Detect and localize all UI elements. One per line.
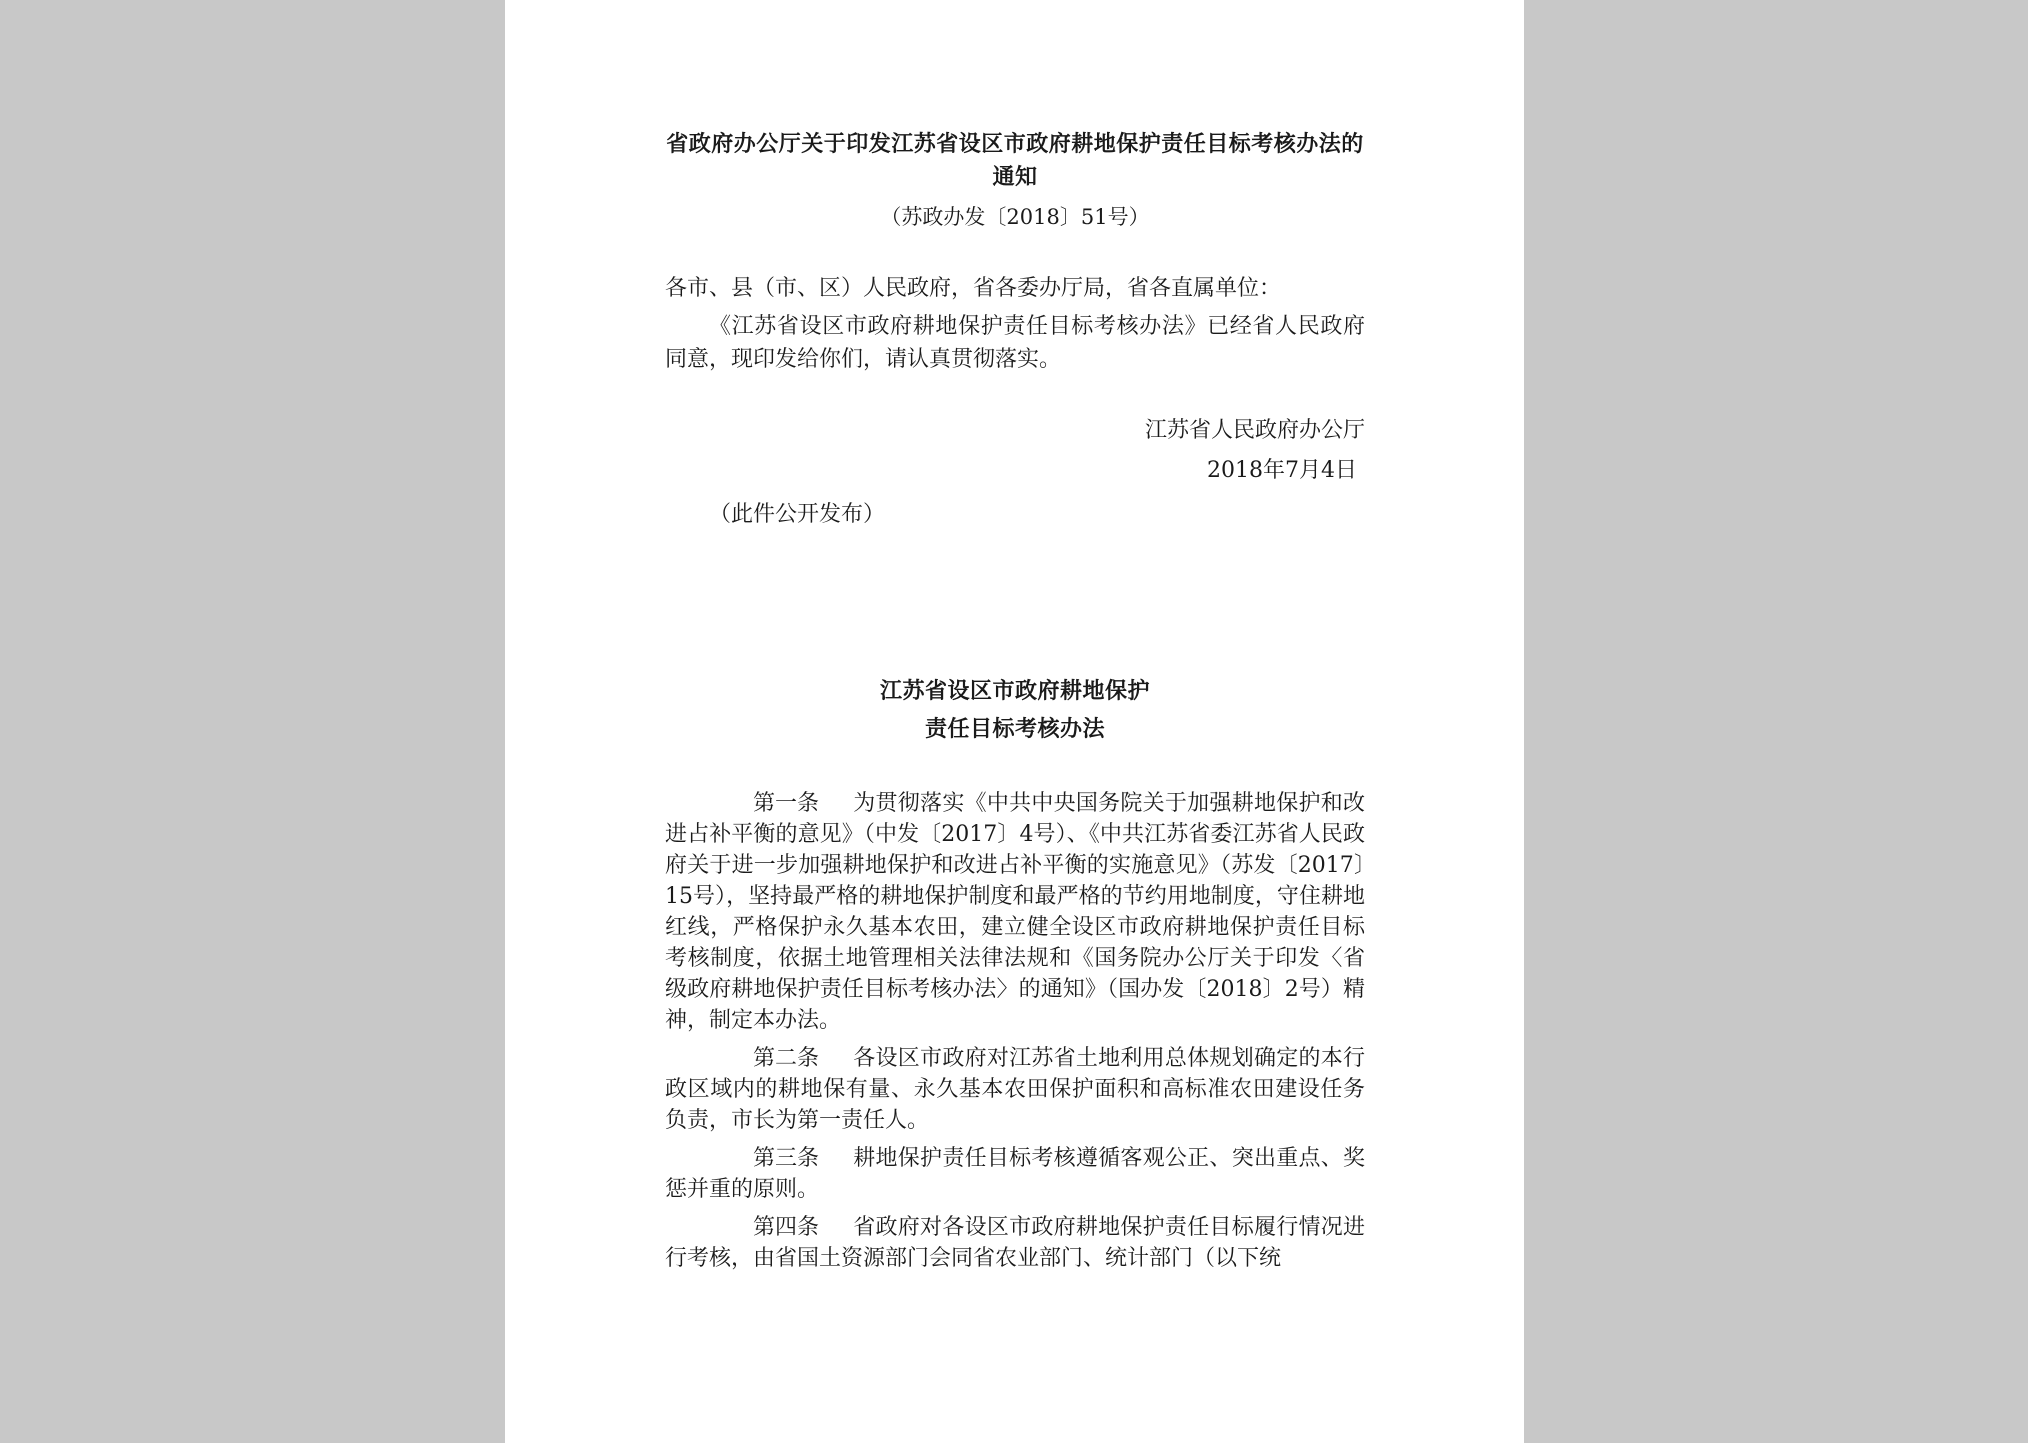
publication-note: （此件公开发布） (709, 502, 886, 527)
article-2 (665, 1043, 1365, 1136)
article-label: 第一条 (753, 791, 820, 816)
article-list (665, 788, 1365, 1274)
addressee: 各市、县（市、区）人民政府，省各委办厅局，省各直属单位： (665, 276, 1282, 301)
measures-title-line2: 责任目标考核办法 (924, 716, 1105, 742)
article-label: 第三条 (753, 1146, 820, 1171)
measures-title (665, 672, 1365, 748)
article-3 (665, 1143, 1365, 1205)
notice-body: 《江苏省设区市政府耕地保护责任目标考核办法》已经省人民政府同意，现印发给你们，请认真贯彻落实。 (665, 314, 1365, 372)
measures-title-line1: 江苏省设区市政府耕地保护 (879, 678, 1150, 704)
article-4 (665, 1212, 1365, 1274)
issuing-organization: 江苏省人民政府办公厅 (1144, 418, 1365, 443)
article-text: 耕地保护责任目标考核遵循客观公正、突出重点、奖惩并重的原则。 (665, 1146, 1365, 1202)
issue-date: 2018年7月4日 (1207, 458, 1357, 483)
notice-title: 省政府办公厅关于印发江苏省设区市政府耕地保护责任目标考核办法的通知 (666, 131, 1364, 190)
page-content (665, 128, 1365, 1281)
document-number: （苏政办发〔2018〕51号） (880, 205, 1150, 229)
article-text: 各设区市政府对江苏省土地利用总体规划确定的本行政区域内的耕地保有量、永久基本农田保护面积和高标准农田建设任务负责，市长为第一责任人。 (665, 1046, 1365, 1133)
article-label: 第二条 (753, 1046, 820, 1071)
document-page (505, 0, 1524, 1443)
article-1 (665, 788, 1365, 1036)
article-text: 省政府对各设区市政府耕地保护责任目标履行情况进行考核，由省国土资源部门会同省农业部门、统计部门（以下统 (665, 1215, 1365, 1271)
article-text: 为贯彻落实《中共中央国务院关于加强耕地保护和改进占补平衡的意见》（中发〔2017〕4号）、《中共江苏省委江苏省人民政府关于进一步加强耕地保护和改进占补平衡的实施意见》（苏发〔2017〕15号），坚持最严格的耕地保护制度和最严格的节约用地制度，守住耕地红线，严格保护永久基本农田，建立健全设区市政府耕地保护责任目标考核制度，依据土地管理相关法律法规和《国务院办公厅关于印发〈省级政府耕地保护责任目标考核办法〉的通知》（国办发〔2018〕2号）精神，制定本办法。 (665, 791, 1365, 1033)
article-label: 第四条 (753, 1215, 820, 1240)
